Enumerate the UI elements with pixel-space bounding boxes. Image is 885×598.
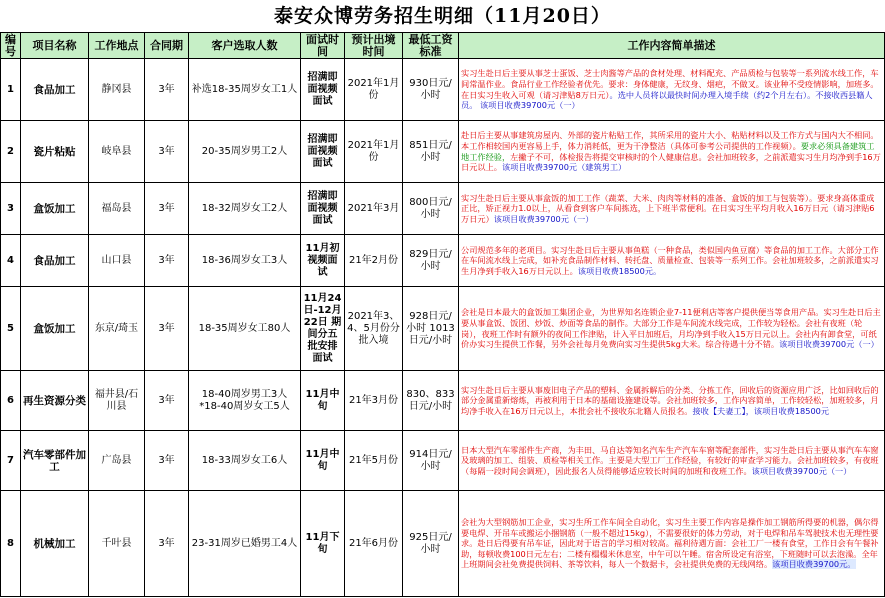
desc-red-text: 赴日后主要从事建筑房屋内、外部的瓷片粘贴工作，其所采用的瓷片大小、粘贴材料以及工作方式与国内大不相同。本工作相较国内更容易上手，体力消耗低，更为干净整洁（具体可参考公司提供的工作视频）。: [461, 130, 879, 151]
row-no: 4: [1, 235, 21, 287]
row-location: 岐阜县: [89, 121, 145, 183]
row-contract: 3年: [145, 371, 189, 431]
desc-fee-text: 该项目收费39700元（建筑男工）: [501, 162, 627, 173]
row-no: 1: [1, 59, 21, 121]
row-desc: [459, 491, 885, 597]
row-people: 18-35周岁女工80人: [189, 287, 301, 371]
row-name: 瓷片粘贴: [21, 121, 89, 183]
desc-red-text: 会社是日本最大的盒饭加工集团企业，为世界知名连锁企业7-11便利店等客户提供便当等食用产品。实习生赴日后主要从事盒饭、饭团、炒饭、炒面等食品的制作。大部分工作是车间流水线完成，工作较为轻松。会社有夜班（轮岗），夜班工作时有额外的夜间工作津贴，计入平日加班后，月均净到手收入15万日元以上。会社内有卸食堂，可纸价办实习生提供工作餐，另外会社每月免费向实习生提供5kg大米。综合待遇十分不错。: [461, 307, 881, 350]
row-name: 盒饭加工: [21, 183, 89, 235]
row-interview: 招满即面视频面试: [301, 183, 345, 235]
desc-red-text: 实习生赴日后主要从事芝士蛋饭、芝士肉酱等产品的食材处理、材料配充、产品质检与包装等一系列流水线工作，车间常温作业。食品行业工作经验者优先。要求：身体健康，无纹身、烟疤，不做叉。该业种不受疫情影响，加班多。在日实习生收入可观（请习津贴8万日元）: [461, 68, 879, 100]
row-salary: 925日元/小时: [403, 491, 459, 597]
row-people: 18-40周岁男工3人 *18-40周岁女工5人: [189, 371, 301, 431]
desc-red-text: 实习生赴日后主要从事废旧电子产品的塑料、金属拆解后的分类、分拣工作，回收后的资源应用广泛，比如回收后的部分金属重新熔炼，再被利用于日本的基础设施建设等。会社加班较多，工作内容简单，工作较轻松，加班较多，月均净手收入在16万日元以上，本批会社不接收东北籍人员报名。: [461, 384, 879, 416]
row-salary: 914日元/小时: [403, 431, 459, 491]
row-location: 山口县: [89, 235, 145, 287]
row-people: 补选18-35周岁女工1人: [189, 59, 301, 121]
table-row: [1, 431, 885, 491]
table-row: [1, 59, 885, 121]
header-depart: 预计出境时间: [345, 33, 403, 59]
desc-fee-text: 该项目收费39700元（一）: [493, 213, 594, 224]
row-desc: [459, 183, 885, 235]
row-contract: 3年: [145, 183, 189, 235]
row-interview: 11月中旬: [301, 431, 345, 491]
header-contract: 合同期: [145, 33, 189, 59]
row-no: 8: [1, 491, 21, 597]
row-desc: [459, 235, 885, 287]
row-location: 福井县/石川县: [89, 371, 145, 431]
row-interview: 招满即面视频面试: [301, 121, 345, 183]
desc-fee-text: 该项目收费39700元（一）: [751, 465, 852, 476]
row-location: 千叶县: [89, 491, 145, 597]
header-row: [1, 33, 885, 59]
row-desc: [459, 59, 885, 121]
recruitment-table: [0, 32, 885, 597]
row-name: 盒饭加工: [21, 287, 89, 371]
row-people: 20-35周岁男工2人: [189, 121, 301, 183]
row-name: 食品加工: [21, 235, 89, 287]
row-salary: 800日元/小时: [403, 183, 459, 235]
row-no: 6: [1, 371, 21, 431]
row-desc: [459, 287, 885, 371]
row-salary: 928日元/小时 1013日元/小时: [403, 287, 459, 371]
row-no: 7: [1, 431, 21, 491]
header-people: 客户选取人数: [189, 33, 301, 59]
row-contract: 3年: [145, 491, 189, 597]
row-contract: 3年: [145, 235, 189, 287]
desc-red-text: 会社为大型钢筋加工企业，实习生所工作车间全自动化，实习生主要工作内容是操作加工钢筋所得要的机器，偶尔得要电焊、开吊车或搬运小捆钢筋（一般不超过15kg），不需要很好的体力劳动，对于电焊和吊车驾驶技术也无理性要求。赴日后得要有吊车证，因此对于语言的学习相对较高。福利待遇方面：会社工厂一楼有食堂，工作日会有午餐补助，每顿收费100日元左右；二楼有榻榻米休息室，中午可以午睡。宿舍所设定有浴室，下班随时可以去泡澡。全年上班期间会社免费提供饲料、茶等饮料，每人一个数据卡，会社提供免费的无线网络。: [461, 517, 879, 570]
row-people: 18-32周岁女工2人: [189, 183, 301, 235]
row-desc: [459, 431, 885, 491]
desc-fee-text: 接收【夫妻工】，该项目收费18500元: [692, 405, 830, 416]
row-no: 3: [1, 183, 21, 235]
row-location: 东京/琦玉: [89, 287, 145, 371]
row-interview: 11月24日-12月22日 期间分五批安排面试: [301, 287, 345, 371]
table-row: [1, 287, 885, 371]
row-people: 18-36周岁女工3人: [189, 235, 301, 287]
row-interview: 招满即面视频面试: [301, 59, 345, 121]
row-name: 机械加工: [21, 491, 89, 597]
row-interview: 11月下旬: [301, 491, 345, 597]
page-title: 泰安众博劳务招生明细（11月20日）: [274, 5, 611, 27]
row-salary: 829日元/小时: [403, 235, 459, 287]
desc-fee-text: 。选中人员将以最快时间办理入境手续（约2个月左右）。不接收西县籍人员。 该项目收费39700元（一）: [461, 89, 873, 111]
desc-green-text: 要求必须具备建筑工地工作经验，: [461, 140, 875, 162]
row-depart: 2021年3、4、5月份分批入境: [345, 287, 403, 371]
desc-fee-text: 该项目收费39700元。: [772, 559, 856, 570]
row-desc: [459, 371, 885, 431]
desc-fee-text: 该项目收费39700元（一）: [779, 339, 879, 350]
row-contract: 3年: [145, 287, 189, 371]
row-location: 福岛县: [89, 183, 145, 235]
row-location: 静冈县: [89, 59, 145, 121]
header-interview: 面试时间: [301, 33, 345, 59]
row-depart: 21年5月份: [345, 431, 403, 491]
header-location: 工作地点: [89, 33, 145, 59]
table-row: [1, 183, 885, 235]
header-salary: 最低工资标准: [403, 33, 459, 59]
row-salary: 930日元/小时: [403, 59, 459, 121]
header-no: 编号: [1, 33, 21, 59]
row-people: 23-31周岁已婚男工4人: [189, 491, 301, 597]
header-name: 项目名称: [21, 33, 89, 59]
row-depart: 21年6月份: [345, 491, 403, 597]
table-row: [1, 371, 885, 431]
row-contract: 3年: [145, 431, 189, 491]
row-interview: 11月中旬: [301, 371, 345, 431]
row-name: 食品加工: [21, 59, 89, 121]
row-depart: 2021年3月: [345, 183, 403, 235]
row-contract: 3年: [145, 121, 189, 183]
desc-red-text-2: 左撇子不可，体检报告将提交审核时的个人健康信息。会社加班较多，之前派遣实习生月均净到手16万日元以上。: [461, 151, 881, 173]
header-desc: 工作内容简单描述: [459, 33, 885, 59]
table-row: [1, 235, 885, 287]
row-salary: 851日元/小时: [403, 121, 459, 183]
row-depart: 21年2月份: [345, 235, 403, 287]
row-name: 汽车零部件加工: [21, 431, 89, 491]
row-name: 再生资源分类: [21, 371, 89, 431]
row-no: 5: [1, 287, 21, 371]
row-salary: 830、833日元/小时: [403, 371, 459, 431]
desc-fee-text: 该项目收费18500元。: [577, 265, 662, 276]
row-depart: 2021年1月份: [345, 59, 403, 121]
desc-red-text: 公司规范多年的老项目。实习生赴日后主要从事鱼糕（一种食品，类似国内鱼豆腐）等食品的加工工作。大部分工作在车间流水线上完成，如补充食品制作材料、转托盘、质量检查、包装等一系列工作。会社加班较多，之前派遣实习生月净到手收入16万日元以上。: [461, 244, 879, 276]
row-contract: 3年: [145, 59, 189, 121]
desc-red-text: 实习生赴日后主要从事盒饭的加工工作（蔬菜、大米、肉肉等材料的准备、盒饭的加工与包装等）。要求身高体重成正比，矫正视力1.0以上，从看食到客户车间拣选，上下班半常便利。在日实习生平均月收入16万日元（请习津贴6万日元）: [461, 192, 875, 224]
row-people: 18-33周岁女工6人: [189, 431, 301, 491]
desc-red-text: 日本大型汽车零部件生产商，为丰田、马自达等知名汽车生产汽车车窗等配套部件，实习生赴日后主要从事汽车车窗及玻璃的加工、组装、质检等相关工作。主要是大型工厂工作经验，有较好的审查学习能力。会社加班较多，有夜班（每隔一段时间会调班），因此报名人员得能够适应较长时间的加班和夜班工作。: [461, 444, 879, 476]
row-desc: [459, 121, 885, 183]
row-depart: 21年3月份: [345, 371, 403, 431]
row-no: 2: [1, 121, 21, 183]
row-location: 广岛县: [89, 431, 145, 491]
row-depart: 2021年1月份: [345, 121, 403, 183]
table-row: [1, 491, 885, 597]
row-interview: 11月初视频面试: [301, 235, 345, 287]
table-row: [1, 121, 885, 183]
